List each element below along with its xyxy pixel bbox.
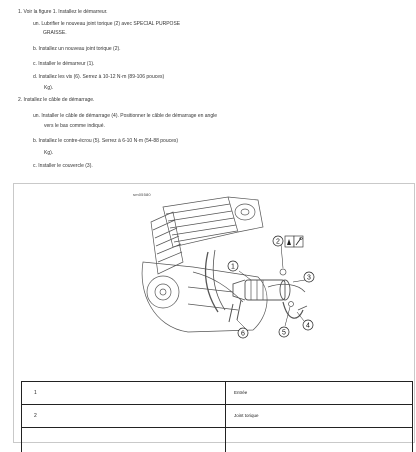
callout-6 (238, 328, 248, 338)
step-1a: un. Lubrifier le nouveau joint torique (2) avec SPECIAL PURPOSE (33, 21, 181, 27)
step-2b-cont: Kg). (44, 150, 54, 156)
tool-icons (285, 236, 303, 247)
svg-text:2: 2 (276, 238, 280, 246)
row-value: Joint torique (234, 413, 259, 418)
callout-3 (304, 272, 314, 282)
step-2a: un. Installer le câble de démarrage (4). Positionner le câble de démarrage en angle (33, 113, 217, 119)
callout-2 (273, 236, 283, 246)
step-1c: c. Installer le démarreur (1). (33, 61, 95, 67)
starter-figure (133, 192, 323, 342)
step-2-title: 2. Installez le câble de démarrage. (18, 97, 95, 103)
step-1a-cont: GRAISSE. (43, 30, 67, 36)
step-2a-cont: vers le bas comme indiqué. (44, 123, 105, 129)
svg-text:6: 6 (241, 330, 245, 338)
svg-text:5: 5 (282, 329, 286, 337)
row-number: 2 (34, 413, 37, 419)
step-1-title: 1. Voir la figure 1. Installez le démarreur. (18, 9, 108, 15)
row-number: 1 (34, 390, 37, 396)
table-row (22, 428, 412, 452)
step-1d-cont: Kg). (44, 85, 54, 91)
cylinder-fins (151, 197, 238, 274)
row-value: Entrée (234, 390, 248, 395)
svg-text:1: 1 (231, 263, 235, 271)
step-2b: b. Installez le contre-écrou (5). Serrez à 6-10 N·m (54-88 pouces) (33, 138, 179, 144)
legend-table (21, 381, 413, 452)
figure-code: sm05580 (133, 192, 151, 197)
svg-text:3: 3 (307, 274, 311, 282)
step-1d: d. Installez les vis (6). Serrez à 10-12 N·m (89-106 pouces) (33, 74, 165, 80)
step-2c: c. Installer le couvercle (3). (33, 163, 93, 169)
callout-5 (279, 327, 289, 337)
step-1b: b. Installez un nouveau joint torique (2). (33, 46, 121, 52)
table-row (22, 405, 412, 428)
svg-text:4: 4 (306, 322, 310, 330)
engine-illustration (133, 192, 323, 342)
table-row (22, 382, 412, 405)
callout-4 (303, 320, 313, 330)
callout-1 (228, 261, 238, 271)
figure-frame (13, 183, 415, 443)
